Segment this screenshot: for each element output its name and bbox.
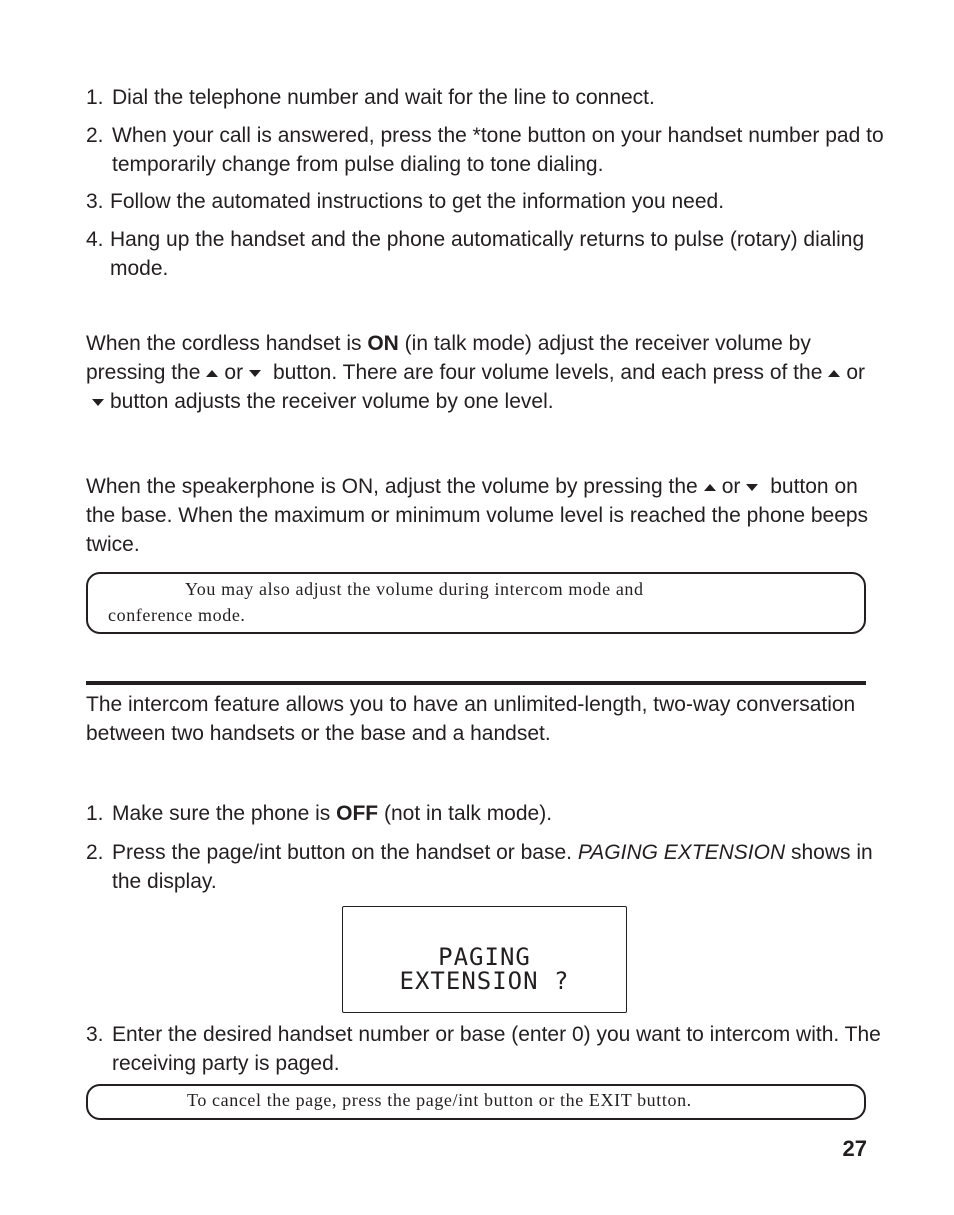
intercom-step-3 [86,1020,886,1078]
step-number: 1. [86,802,104,825]
volume-up-icon [704,484,716,491]
volume-down-icon [249,370,261,377]
step-number: 3. [86,190,104,213]
note-line: To cancel the page, press the page/int button or the EXIT button. [187,1090,692,1110]
speaker-volume-paragraph: When the speakerphone is ON, adjust the volume by pressing the or button on the base. When the maximum or minimum volume level is reached the phone beeps twice. [86,475,869,556]
intercom-step-2 [86,838,886,896]
step-text: Press the page/int button on the handset or base. PAGING EXTENSION shows in the display. [112,841,873,893]
volume-up-icon [206,370,218,377]
lcd-line-1: PAGING [438,943,531,971]
step-text: When your call is answered, press the *tone button on your handset number pad to temporarily change from pulse dialing to tone dialing. [112,124,884,176]
step-number: 1. [86,86,104,109]
step-number: 2. [86,841,104,864]
step-number: 2. [86,124,104,147]
step-text: Make sure the phone is OFF (not in talk mode). [112,802,553,825]
step-4 [86,225,886,283]
note-volume [86,572,866,634]
volume-down-icon [92,399,104,406]
note-cancel [86,1084,866,1120]
lcd-display [342,906,627,1013]
section-divider [86,681,866,685]
step-3 [86,187,886,216]
note-line: You may also adjust the volume during intercom mode and [185,579,644,599]
intercom-intro: The intercom feature allows you to have an unlimited-length, two-way conversation between two handsets or the base and a handset. [86,693,856,745]
off-label: OFF [336,802,379,825]
volume-up-icon [828,370,840,377]
step-text: Follow the automated instructions to get the information you need. [110,190,725,213]
on-label: ON [367,332,399,355]
note-line: conference mode. [108,605,246,625]
handset-volume-paragraph: When the cordless handset is ON (in talk mode) adjust the receiver volume by pressing the or button. There are four volume levels, and each press of the orbutton adjusts the receiver volume by one level. [86,332,866,413]
intercom-step-1 [86,799,886,828]
volume-down-icon [746,484,758,491]
step-text: Dial the telephone number and wait for the line to connect. [112,86,655,109]
step-text: Enter the desired handset number or base (enter 0) you want to intercom with. The receiving party is paged. [112,1023,881,1075]
step-2 [86,121,886,179]
page-number: 27 [842,1136,867,1161]
step-1 [86,83,886,112]
lcd-line-2: EXTENSION ? [399,967,570,995]
step-number: 3. [86,1023,104,1046]
step-text: Hang up the handset and the phone automatically returns to pulse (rotary) dialing mode. [110,228,865,280]
display-text-reference: PAGING EXTENSION [577,841,786,864]
step-number: 4. [86,228,104,251]
